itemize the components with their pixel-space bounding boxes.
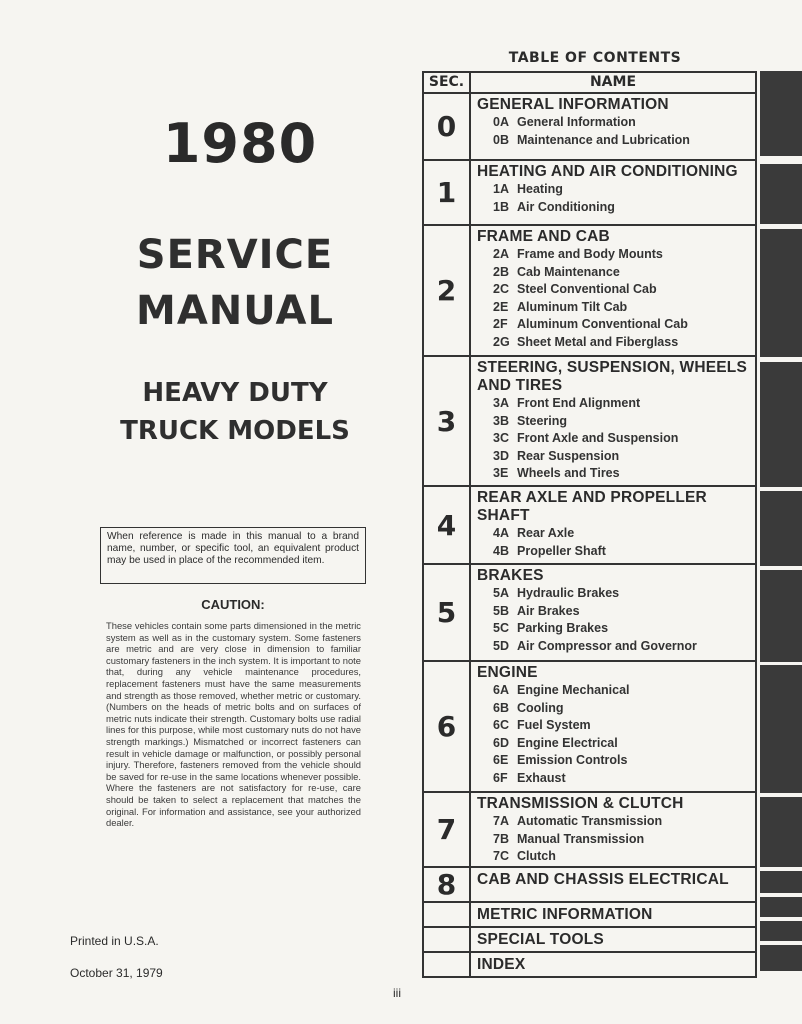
page-number: iii: [393, 986, 401, 1000]
toc-section-cell: [470, 792, 756, 867]
toc-subsection: [477, 735, 755, 753]
toc-subsection: [477, 246, 755, 264]
toc-section-cell: [470, 564, 756, 661]
title-service: SERVICE: [136, 232, 334, 278]
toc-subsection-name: Parking Brakes: [517, 621, 609, 636]
toc-title: TABLE OF CONTENTS: [508, 50, 682, 66]
toc-section-title: FRAME AND CAB: [477, 228, 610, 245]
toc-subsection: [477, 132, 755, 150]
toc-subsection-name: Air Brakes: [517, 603, 580, 618]
toc-subsection: [477, 465, 755, 483]
edge-tab: [760, 362, 802, 487]
edge-tab: [760, 797, 802, 867]
toc-subsection-code: 7C: [493, 849, 509, 864]
caution-text: These vehicles contain some parts dimensioned in the metric system as well as in the customary system. Some fasteners are metric and are very close in dimension to familiar customary fasteners in the inch system. It is important to note that, during any vehicle maintenance procedures, replacement fasteners must have the same measurements and strength as those removed, whether metric or customary. (Numbers on the heads of metric bolts and on surfaces of metric nuts indicate their strength. Customary bolts use radial lines for this purpose, while most customary nuts do not have strength markings.) Mismatched or incorrect fasteners can result in vehicle damage or malfunction, or possibly personal injury. Therefore, fasteners removed from the vehicle should be saved for re-use in the same locations whenever possible. Where the fasteners are not satisfactory for re-use, care should be taken to select a replacement that matches the original. For information and assistance, see your authorized dealer.: [106, 620, 361, 829]
toc-section-cell: [470, 93, 756, 160]
toc-subsection-code: 6C: [493, 718, 509, 733]
toc-subsection: [477, 682, 755, 700]
toc-section-number: 8: [423, 867, 470, 902]
toc-col-name: NAME: [470, 72, 756, 93]
toc-subsection: [477, 638, 755, 656]
toc-subsection: [477, 585, 755, 603]
printed-in: Printed in U.S.A.: [70, 934, 159, 948]
toc-section-number: [423, 927, 470, 952]
toc-subsection: [477, 114, 755, 132]
toc-subsection: [477, 264, 755, 282]
toc-subsection-name: Automatic Transmission: [517, 814, 663, 828]
toc-section-title: GENERAL INFORMATION: [477, 96, 669, 113]
toc-subsection: [477, 316, 755, 334]
toc-row: [423, 93, 756, 160]
toc-subsection-code: 2C: [493, 282, 509, 297]
toc-section-title: INDEX: [477, 955, 526, 973]
toc-row: [423, 867, 756, 902]
toc-row: [423, 952, 756, 977]
edge-tab: [760, 229, 802, 357]
toc-subsection-code: 4B: [493, 543, 509, 558]
edge-tab: [760, 921, 802, 941]
toc-subsection-name: Hydraulic Brakes: [517, 586, 620, 600]
toc-section-cell: [470, 927, 756, 952]
toc-subsection-name: Rear Suspension: [517, 448, 620, 463]
toc-section-number: 2: [423, 225, 470, 356]
toc-section-title: TRANSMISSION & CLUTCH: [477, 795, 684, 812]
toc-subsection-name: Maintenance and Lubrication: [517, 132, 690, 147]
toc-subsection: [477, 281, 755, 299]
toc-section-title: ENGINE: [477, 664, 538, 681]
toc-section-number: 7: [423, 792, 470, 867]
toc-subsection: [477, 430, 755, 448]
toc-subsection-code: 6A: [493, 683, 509, 697]
toc-subsection-name: Cab Maintenance: [517, 264, 620, 279]
toc-section-title: METRIC INFORMATION: [477, 905, 653, 923]
toc-subsection-name: Cooling: [517, 700, 564, 715]
toc-subsection: [477, 199, 755, 217]
toc-row: [423, 225, 756, 356]
edge-tab: [760, 945, 802, 971]
toc-subsection: [477, 603, 755, 621]
edge-tab: [760, 897, 802, 917]
toc-subsection: [477, 770, 755, 788]
toc-subsection: [477, 813, 755, 831]
toc-subsection: [477, 848, 755, 866]
subtitle-truck-models: TRUCK MODELS: [120, 416, 350, 446]
toc-row: [423, 661, 756, 792]
toc-subsection-name: Propeller Shaft: [517, 543, 606, 558]
toc-subsection-code: 5D: [493, 638, 509, 653]
toc-section-number: [423, 902, 470, 927]
toc-subsection-name: Exhaust: [517, 770, 566, 785]
toc-section-cell: [470, 225, 756, 356]
toc-section-cell: [470, 952, 756, 977]
edge-tab: [760, 871, 802, 893]
caution-heading: CAUTION:: [201, 597, 265, 612]
toc-subsection-code: 6F: [493, 770, 508, 785]
toc-subsection-code: 2F: [493, 317, 508, 332]
toc-subsection: [477, 700, 755, 718]
toc-section-number: 1: [423, 160, 470, 225]
toc-subsection: [477, 395, 755, 413]
toc-subsection-code: 2G: [493, 334, 510, 349]
toc-row: [423, 927, 756, 952]
toc-subsection-code: 1B: [493, 199, 509, 214]
toc-subsection-code: 5A: [493, 586, 509, 600]
edge-tab: [760, 164, 802, 224]
toc-section-number: 4: [423, 486, 470, 564]
print-date: October 31, 1979: [70, 966, 163, 980]
toc-subsection-code: 0A: [493, 115, 509, 129]
toc-section-title: STEERING, SUSPENSION, WHEELS AND TIRES: [477, 359, 748, 394]
toc-subsection-code: 5B: [493, 603, 509, 618]
toc-subsection-code: 2E: [493, 299, 509, 314]
toc-subsection-name: Heating: [517, 182, 563, 196]
edge-tab: [760, 71, 802, 156]
edge-tab: [760, 570, 802, 662]
toc-subsection-name: Air Compressor and Governor: [517, 638, 697, 653]
toc-section-title: REAR AXLE AND PROPELLER SHAFT: [477, 489, 707, 524]
toc-subsection-name: Emission Controls: [517, 753, 628, 768]
toc-subsection-code: 3E: [493, 466, 509, 481]
toc-section-cell: [470, 661, 756, 792]
toc-subsection-code: 7B: [493, 831, 509, 846]
edge-tab: [760, 491, 802, 566]
toc-subsection-code: 3C: [493, 431, 509, 446]
toc-section-cell: [470, 867, 756, 902]
toc-section-cell: [470, 902, 756, 927]
toc-subsection-code: 2B: [493, 264, 509, 279]
toc-subsection: [477, 620, 755, 638]
manual-year: 1980: [162, 112, 318, 175]
toc-subsection-name: Fuel System: [517, 718, 591, 733]
toc-section-title: HEATING AND AIR CONDITIONING: [477, 163, 738, 180]
toc-subsection-name: Steering: [517, 413, 568, 428]
toc-subsection-name: Engine Electrical: [517, 735, 618, 750]
toc-subsection-code: 7A: [493, 814, 509, 828]
toc-row: [423, 160, 756, 225]
toc-section-number: 3: [423, 356, 470, 486]
toc-subsection-name: Front Axle and Suspension: [517, 431, 679, 446]
toc-section-number: 0: [423, 93, 470, 160]
toc-subsection-code: 3B: [493, 413, 509, 428]
toc-subsection: [477, 525, 755, 543]
toc-row: [423, 356, 756, 486]
toc-subsection-name: Frame and Body Mounts: [517, 247, 663, 261]
toc-table: [422, 71, 757, 978]
toc-section-number: 5: [423, 564, 470, 661]
toc-section-number: [423, 952, 470, 977]
toc-subsection: [477, 334, 755, 352]
toc-subsection-name: Wheels and Tires: [517, 466, 620, 481]
toc-section-cell: [470, 356, 756, 486]
edge-tab: [760, 665, 802, 793]
toc-subsection-code: 6B: [493, 700, 509, 715]
toc-subsection-code: 5C: [493, 621, 509, 636]
toc-subsection-code: 6E: [493, 753, 509, 768]
toc-subsection: [477, 448, 755, 466]
toc-subsection-code: 3D: [493, 448, 509, 463]
toc-subsection: [477, 543, 755, 561]
toc-subsection: [477, 752, 755, 770]
toc-col-sec: SEC.: [423, 72, 470, 93]
toc-subsection-code: 1A: [493, 182, 509, 196]
toc-subsection-name: Sheet Metal and Fiberglass: [517, 334, 679, 349]
toc-subsection-name: Aluminum Conventional Cab: [517, 317, 688, 332]
subtitle-heavy-duty: HEAVY DUTY: [142, 378, 328, 408]
toc-subsection: [477, 717, 755, 735]
toc-section-title: CAB AND CHASSIS ELECTRICAL: [477, 870, 729, 888]
toc-row: [423, 902, 756, 927]
toc-row: [423, 564, 756, 661]
toc-subsection: [477, 413, 755, 431]
toc-subsection: [477, 299, 755, 317]
toc-subsection-code: 0B: [493, 132, 509, 147]
toc-subsection: [477, 831, 755, 849]
toc-section-title: BRAKES: [477, 567, 544, 584]
toc-section-cell: [470, 486, 756, 564]
toc-subsection: [477, 181, 755, 199]
toc-subsection-name: Front End Alignment: [517, 396, 641, 410]
toc-subsection-name: Clutch: [517, 849, 556, 864]
toc-subsection-name: Steel Conventional Cab: [517, 282, 657, 297]
toc-subsection-name: Engine Mechanical: [517, 683, 630, 697]
title-manual: MANUAL: [136, 288, 334, 334]
toc-subsection-code: 3A: [493, 396, 509, 410]
toc-section-cell: [470, 160, 756, 225]
reference-note-box: When reference is made in this manual to a brand name, number, or specific tool, an equivalent product may be used in place of the recommended item.: [100, 527, 366, 584]
toc-subsection-name: Rear Axle: [517, 526, 575, 540]
toc-row: [423, 792, 756, 867]
toc-subsection-name: General Information: [517, 115, 636, 129]
toc-section-title: SPECIAL TOOLS: [477, 930, 604, 948]
toc-subsection-name: Manual Transmission: [517, 831, 645, 846]
toc-subsection-code: 2A: [493, 247, 509, 261]
toc-subsection-code: 4A: [493, 526, 509, 540]
toc-subsection-name: Air Conditioning: [517, 199, 615, 214]
toc-subsection-code: 6D: [493, 735, 509, 750]
toc-subsection-name: Aluminum Tilt Cab: [517, 299, 628, 314]
toc-section-number: 6: [423, 661, 470, 792]
toc-row: [423, 486, 756, 564]
